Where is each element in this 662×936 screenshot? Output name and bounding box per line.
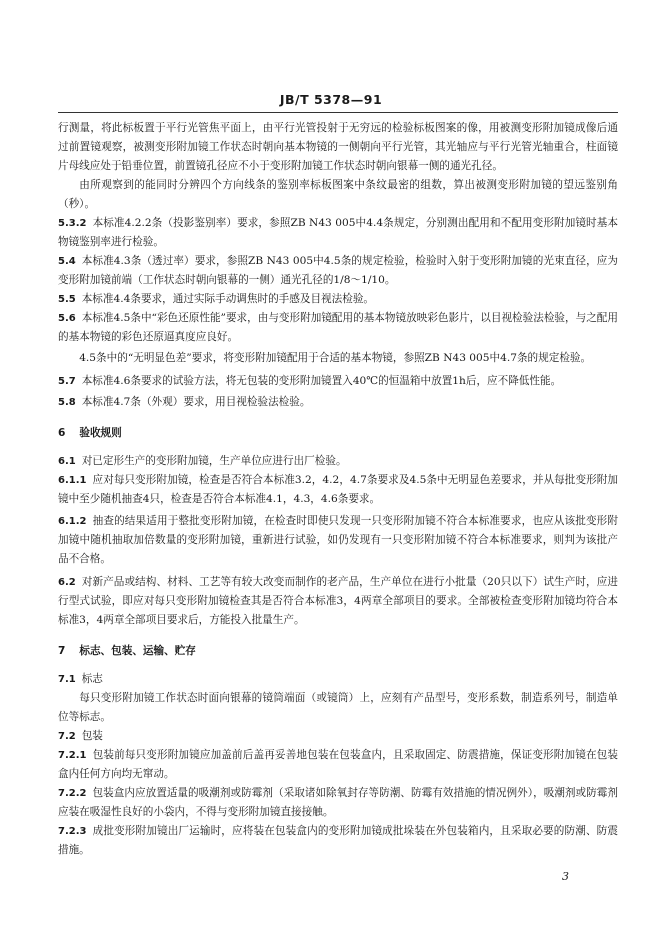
clause-text: 对已定形生产的变形附加镜，生产单位应进行出厂检验。 bbox=[81, 455, 347, 467]
numbered-clause bbox=[58, 252, 618, 290]
clause-text: 4.5条中的“无明显色差”要求，将变形附加镜配用于合适的基本物镜，参照ZB N43 005中4.7条的规定检验。 bbox=[79, 352, 592, 364]
clause-number: 7.1 bbox=[58, 674, 76, 685]
paragraph bbox=[58, 689, 618, 727]
section-heading bbox=[58, 642, 618, 661]
numbered-clause bbox=[58, 784, 618, 822]
clause-text: 本标准4.2.2条（投影鉴别率）要求，参照ZB N43 005中4.4条规定，分别测出配用和不配用变形附加镜时基本物镜鉴别率进行检验。 bbox=[58, 217, 618, 248]
numbered-clause bbox=[58, 670, 618, 689]
clause-number: 7.2 bbox=[58, 731, 76, 742]
numbered-clause bbox=[58, 727, 618, 746]
section-title: 标志、包装、运输、贮存 bbox=[79, 645, 196, 657]
numbered-clause bbox=[58, 309, 618, 347]
clause-text: 本标准4.6条要求的试验方法，将无包装的变形附加镜置入40℃的恒温箱中放置1h后，应不降低性能。 bbox=[81, 375, 562, 387]
clause-text: 本标准4.3条（透过率）要求，参照ZB N43 005中4.5条的规定检验，检验时入射于变形附加镜的光束直径，应为变形附加镜前端（工作状态时朝向银幕的一侧）通光孔径的1/8～1/10。 bbox=[58, 255, 618, 286]
clause-text: 标志 bbox=[81, 673, 103, 685]
clause-number: 5.8 bbox=[58, 397, 76, 408]
paragraph bbox=[58, 176, 618, 214]
clause-number: 6.1.2 bbox=[58, 516, 87, 527]
paragraph bbox=[58, 349, 618, 368]
clause-text: 每只变形附加镜工作状态时面向银幕的镜筒端面（或镜筒）上，应刻有产品型号，变形系数，制造系列号，制造单位等标志。 bbox=[58, 692, 618, 723]
clause-text: 应对每只变形附加镜，检查是否符合本标准3.2，4.2，4.7条要求及4.5条中无明显色差要求，并从每批变形附加镜中至少随机抽查4只，检查是否符合本标准4.1，4.3，4.6条要求。 bbox=[58, 474, 618, 505]
clause-text: 行测量，将此标板置于平行光管焦平面上，由平行光管投射于无穷远的检验标板图案的像，用被测变形附加镜成像后通过前置镜观察，被测变形附加镜工作状态时朝向基本物镜的一侧朝向平行光管，其光轴应与平行光管光轴重合，柱面镜片母线应处于铅垂位置，前置镜孔径应不小于变形附加镜工作状态时朝向银幕一侧的通光孔径。 bbox=[58, 122, 618, 172]
clause-text: 本标准4.7条（外观）要求，用目视检验法检验。 bbox=[81, 396, 311, 408]
clause-text: 抽查的结果适用于整批变形附加镜，在检查时即使只发现一只变形附加镜不符合本标准要求，也应从该批变形附加镜中随机抽取加倍数量的变形附加镜，重新进行试验，如仍发现有一只变形附加镜不符合本标准要求，则判为该批产品不合格。 bbox=[58, 515, 618, 565]
clause-number: 6.2 bbox=[58, 577, 76, 588]
clause-number: 6.1.1 bbox=[58, 475, 87, 486]
clause-number: 7.2.3 bbox=[58, 826, 87, 837]
numbered-clause bbox=[58, 372, 618, 391]
clause-number: 5.5 bbox=[58, 294, 76, 305]
document-header: JB/T 5378—91 bbox=[279, 92, 383, 107]
paragraph bbox=[58, 119, 618, 176]
section-number: 7 bbox=[58, 645, 66, 657]
numbered-clause bbox=[58, 573, 618, 630]
numbered-clause bbox=[58, 746, 618, 784]
clause-number: 5.4 bbox=[58, 256, 76, 267]
clause-text: 对新产品或结构、材料、工艺等有较大改变而制作的老产品，生产单位在进行小批量（20只以下）试生产时，应进行型式试验，即应对每只变形附加镜检查其是否符合本标准3，4两章全部项目的要求。全部被检查变形附加镜均符合本标准3，4两章全部项目要求后，方能投入批量生产。 bbox=[58, 576, 618, 626]
header-rule bbox=[58, 112, 618, 113]
section-heading bbox=[58, 424, 618, 443]
numbered-clause bbox=[58, 471, 618, 509]
numbered-clause bbox=[58, 452, 618, 471]
clause-number: 5.3.2 bbox=[58, 218, 87, 229]
clause-number: 5.6 bbox=[58, 313, 76, 324]
section-title: 验收规则 bbox=[79, 427, 122, 439]
page-number: 3 bbox=[562, 870, 569, 883]
clause-number: 5.7 bbox=[58, 376, 76, 387]
clause-number: 6.1 bbox=[58, 456, 76, 467]
clause-text: 成批变形附加镜出厂运输时，应将装在包装盒内的变形附加镜成批垛装在外包装箱内，且采取必要的防潮、防震措施。 bbox=[58, 825, 618, 856]
clause-text: 本标准4.4条要求，通过实际手动调焦时的手感及目视法检验。 bbox=[81, 293, 375, 305]
numbered-clause bbox=[58, 290, 618, 309]
clause-text: 由所观察到的能同时分辨四个方向线条的鉴别率标板图案中条纹最密的组数，算出被测变形附加镜的望远鉴别角（秒）。 bbox=[58, 179, 618, 210]
document-body bbox=[58, 119, 618, 860]
clause-text: 包装 bbox=[81, 730, 103, 742]
clause-number: 7.2.2 bbox=[58, 788, 87, 799]
numbered-clause bbox=[58, 214, 618, 252]
clause-text: 包装盒内应放置适量的吸潮剂或防霉剂（采取诸如除氧封存等防潮、防霉有效措施的情况例外），吸潮剂或防霉剂应装在吸湿性良好的小袋内，不得与变形附加镜直接接触。 bbox=[58, 787, 618, 818]
numbered-clause bbox=[58, 393, 618, 412]
numbered-clause bbox=[58, 512, 618, 569]
clause-number: 7.2.1 bbox=[58, 750, 87, 761]
clause-text: 包装前每只变形附加镜应加盖前后盖再妥善地包装在包装盒内，且采取固定、防震措施，保证变形附加镜在包装盒内任何方向均无窜动。 bbox=[58, 749, 618, 780]
clause-text: 本标准4.5条中“彩色还原性能”要求，由与变形附加镜配用的基本物镜放映彩色影片，以目视检验法检验，与之配用的基本物镜的彩色还原逼真度应良好。 bbox=[58, 312, 618, 343]
numbered-clause bbox=[58, 822, 618, 860]
section-number: 6 bbox=[58, 427, 66, 439]
